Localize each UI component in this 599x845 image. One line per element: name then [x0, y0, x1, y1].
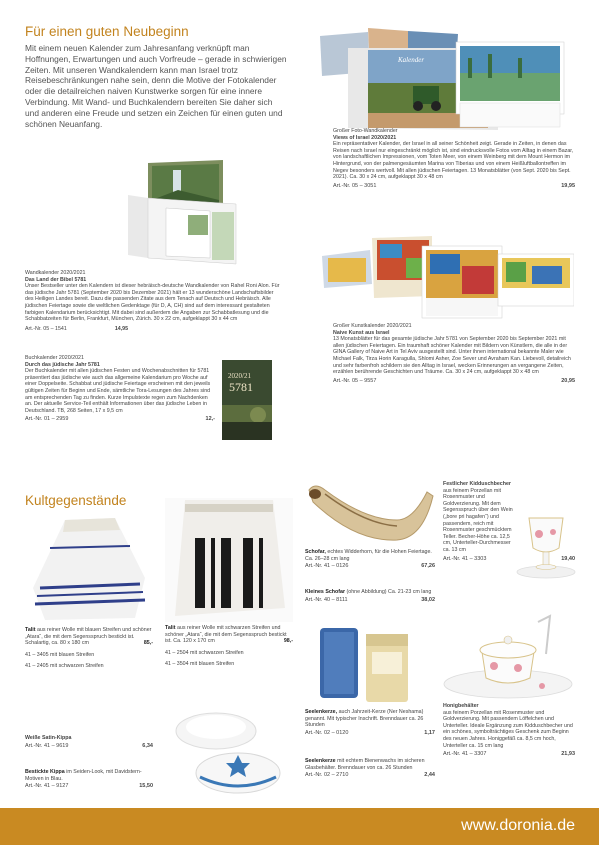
wandkalender-caption [25, 270, 283, 332]
kleines-schofar-text: (ohne Abbildung) Ca. 21-23 cm lang [345, 589, 432, 595]
kippa-weiss-caption [25, 735, 153, 749]
talit-blau-price: 85,- [143, 640, 153, 647]
footer-url-link[interactable]: www.doronia.de [461, 817, 575, 834]
wandkalender-title: Das Land der Bibel 5781 [25, 276, 87, 283]
kunst-kalender-category: Großer Kunstkalender 2020/2021 [333, 323, 412, 329]
talit-blau-text: aus reiner Wolle mit blauen Streifen und schöner „Atara“, die mit dem Segensspruch bestickt ist. Schalartig, ca. 80 x 180 cm [25, 627, 152, 647]
kippa-weiss-price: 6,34 [142, 742, 153, 749]
talit-blau-variant-2: 41 – 2405 mit schwarzen Streifen [25, 663, 104, 670]
seelenkerze1-lead: Seelenkerze, [305, 709, 338, 715]
kunst-kalender-image [322, 236, 574, 320]
talit-blau-lead: Talit [25, 627, 36, 633]
wandkalender-category: Wandkalender 2020/2021 [25, 270, 86, 276]
schofar-artnr: Art.-Nr. 41 – 0126 [305, 563, 349, 570]
buchkalender-artnr: Art.-Nr. 01 – 2959 [25, 416, 69, 423]
seelenkerze1-artnr: Art.-Nr. 02 – 0120 [305, 729, 349, 736]
kippa-weiss-artnr: Art.-Nr. 41 – 9619 [25, 742, 69, 749]
buchkalender-text: Der Buchkalender mit allen jüdischen Festen und Wochenabschnitten für 5781 präsentiert das jüdische wie auch das allgemeine Kalendarium pro Woche auf einer Doppelseite. Schabbat und jüdische Feiertage erscheinen mit den jeweils gültigen Zeiten für Beginn und Ende, sämtliche Tora-Lesungen des Jahres sind am entsprechenden Tag zu finden. Kurze Impulstexte regen zum Nachdenken an. Der aktuelle Service-Teil enthält Informationen über das jüdische Leben in Deutschland. TB, 268 Seiten, 17 x 9,5 cm [25, 368, 211, 414]
talit-blau-image [25, 518, 155, 623]
buchkalender-caption [25, 355, 215, 423]
talit-schwarz-lead: Talit [165, 625, 176, 631]
seelenkerze2-caption [305, 758, 435, 779]
foto-kalender-image [318, 28, 570, 130]
foto-kalender-caption [333, 128, 575, 189]
kippa-bestickt-artnr: Art.-Nr. 41 – 9127 [25, 783, 69, 790]
kidduschbecher-image [515, 510, 577, 580]
kippa-bestickt-caption [25, 769, 153, 790]
honigbehaelter-artnr: Art.-Nr. 41 – 3307 [443, 751, 487, 758]
kleines-schofar-lead: Kleines Schofar [305, 589, 346, 595]
honigbehaelter-text: aus feinem Porzellan mit Rosenmuster und Goldverzierung. Mit passendem Löffelchen und Unterteller. Ideale Ergänzung zum Kidduschbecher und ein schönes, symbolträchtiges Geschenk zum Beginn des neuen Jahres. Honiggefäß ca. 8,5 cm hoch, Unterteller ca. 15 cm lang [443, 709, 573, 749]
talit-schwarz-caption [165, 625, 293, 668]
kunst-kalender-artnr: Art.-Nr. 05 – 9557 [333, 377, 377, 384]
wandkalender-text: Unser Bestseller unter den Kalendern ist dieser hebräisch-deutsche Wandkalender von Rahel Roni Alon. Für das jüdische Jahr 5781 (September 2020 bis Dezember 2021) hält er 13 wunderschöne Landschaftsbilder des Heiligen Landes bereit. Dazu die passenden Zitate aus dem Tenach auf Deutsch und Hebräisch. Alle jüdischen Feiertage sowie die weltlichen Gedenktage (für D, A, CH) sind auf dem interessant gestalteten farbigen Kalendarium berücksichtigt. Mit dabei sind außerdem die Angaben zur Schabbatlesung und die Schabbatzeiten für Berlin, Frankfurt, München, Zürich. 30 x 22 cm, aufgeklappt 30 x 44 cm [25, 283, 280, 323]
buchkalender-title: Durch das jüdische Jahr 5781 [25, 361, 100, 368]
schofar-caption [305, 549, 435, 570]
honigbehaelter-lead: Honigbehälter [443, 703, 479, 709]
talit-schwarz-variant-1: 41 – 2504 mit schwarzen Streifen [165, 649, 244, 656]
kunst-kalender-title: Naive Kunst aus Israel [333, 329, 390, 336]
talit-schwarz-text: aus reiner Wolle mit schwarzen Streifen und schöner „Atara“, die mit dem Segensspruch bestickt ist. Ca. 120 x 170 cm [165, 625, 287, 645]
section-heading-kultgegenstaende: Kultgegenstände [25, 493, 127, 508]
wandkalender-price: 14,95 [114, 325, 129, 332]
talit-blau-caption [25, 627, 153, 670]
buchkalender-category: Buchkalender 2020/2021 [25, 355, 84, 361]
honigbehaelter-image [442, 612, 577, 702]
schofar-text: echtes Widderhorn, für die Hohen Feiertage. Ca. 26–28 cm lang [305, 549, 432, 562]
section-heading-neubeginn: Für einen guten Neubeginn [25, 24, 189, 39]
kleines-schofar-price: 38,02 [421, 596, 435, 603]
kippa-bestickt-price: 15,50 [139, 783, 153, 790]
kidduschbecher-artnr: Art.-Nr. 41 – 3303 [443, 555, 487, 562]
foto-kalender-title: Views of Israel 2020/2021 [333, 134, 397, 141]
intro-text: Mit einem neuen Kalender zum Jahresanfang verknüpft man Hoffnungen, Erwartungen und auch Vorfreude – gerade in schwierigen Zeiten. Mit unseren Wandkalendern kann man Israel trotz Reisebeschränkungen nahe sein, denn die Motive der Fotokalender oder die detailreichen naiven Kunstwerke sorgen für eine innere Verbindung. Mit Wand- und Buchkalendern bereiten Sie daher sich und anderen eine Freude und setzen ein Zeichen für einen guten und schönen Neuanfang. [25, 43, 287, 129]
schofar-image [305, 480, 435, 550]
seelenkerze1-text: auch Jahrzeit-Kerze (Ner Neshama) genannt. Mit typischer Inschrift. Brenndauer ca. 26 Stunden [305, 709, 424, 729]
honigbehaelter-caption [443, 703, 575, 758]
seelenkerze2-artnr: Art.-Nr. 02 – 2710 [305, 772, 349, 779]
kunst-kalender-caption [333, 323, 575, 384]
honigbehaelter-price: 21,93 [561, 751, 575, 758]
talit-schwarz-price: 98,- [283, 638, 293, 645]
kippa-image [158, 697, 308, 799]
kidduschbecher-lead: Festlicher Kidduschbecher [443, 481, 511, 487]
wandkalender-artnr: Art.-Nr. 05 – 1541 [25, 325, 67, 332]
footer-bar [0, 808, 599, 845]
kidduschbecher-text: aus feinem Porzellan mit Rosenmuster und Goldverzierung. Mit dem Segensspruch über den Wein („bore pri hagafen“) und passendem, reich mit Rosenmuster geschmücktem Teller. Becher-Höhe ca. 12,5 cm, Unterteller-Durchmesser ca. 13 cm [443, 487, 513, 553]
seelenkerze1-price: 1,17 [424, 729, 435, 736]
foto-kalender-category: Großer Foto-Wandkalender [333, 128, 398, 134]
seelenkerze-image [318, 624, 424, 706]
seelenkerze2-lead: Seelenkerze [305, 758, 336, 764]
kippa-weiss-title: Weiße Satin-Kippa [25, 735, 72, 741]
kunst-kalender-text: 13 Monatsblätter für das gesamte jüdische Jahr 5781 von September 2020 bis September 2021 mit allen jüdischen Feiertagen. Ein traumhaft schöner Kalender mit Bildern von Künstlern, die alle in der GINA Gallery of Naive Art in Tel Aviv ausgestellt sind. Unter ihnen international bekannte Maler wie Michael Falk, Tirza Horin Karagulla, Shlomi Asher, Zoe Sever und Avraham Kan. Liebevoll, detailreich und sehr farbenfroh schildern sie den Alltag in Israel, wecken Erinnerungen an vergangene Zeiten, erzählen berührende Geschichten und Träume. Ca. 30 x 24 cm, aufgeklappt 30 x 48 cm [333, 336, 571, 376]
kunst-kalender-price: 20,95 [561, 377, 575, 384]
foto-kalender-text: Ein repräsentativer Kalender, der Israel in all seiner Schönheit zeigt. Gerade in Zeiten, in denen das Reisen nach Israel nur eingeschränkt möglich ist, sind eindrucksvolle Fotos vom Alltag in einem Bazar, von landschaftlichen Impressionen, vom Toten Meer, von einem Weinberg mit dem Mount Hermon im Hintergrund, von der palmengesäumten Marina von Tiberias und von einem Heißluftballontreffen im Negev besonders wertvoll. Mit allen jüdischen Feiertagen. 13 Monatsblätter (von Sept. 2020 bis Sept. 2021). Ca. 30 x 24 cm, aufgeklappt 30 x 48 cm [333, 141, 574, 181]
kippa-bestickt-text: im Seiden-Look, mit Davidstern-Motiven in Blau. [25, 769, 142, 782]
kidduschbecher-price: 19,40 [561, 555, 575, 562]
buchkalender-cover-image [222, 360, 272, 440]
kippa-bestickt-title: Bestickte Kippa [25, 769, 65, 775]
kleines-schofar-artnr: Art.-Nr. 40 – 8111 [305, 596, 348, 603]
schofar-lead: Schofar, [305, 549, 326, 555]
seelenkerze1-caption [305, 709, 435, 736]
talit-schwarz-variant-2: 41 – 3504 mit blauen Streifen [165, 661, 235, 668]
foto-kalender-cover-label: Kalender [398, 56, 425, 64]
buchkalender-cover-year: 2020/21 [228, 372, 251, 380]
seelenkerze2-text: mit echtem Bienenwachs im sicheren Glasbehälter. Brenndauer von ca. 26 Stunden [305, 758, 425, 771]
kleines-schofar-caption [305, 589, 435, 603]
talit-schwarz-image [165, 498, 293, 622]
talit-blau-variant-1: 41 – 3405 mit blauen Streifen [25, 651, 95, 658]
seelenkerze2-price: 2,44 [424, 772, 435, 779]
foto-kalender-artnr: Art.-Nr. 05 – 3051 [333, 182, 377, 189]
buchkalender-price: 12,- [205, 416, 215, 423]
buchkalender-cover-number: 5781 [229, 380, 253, 394]
schofar-price: 67,26 [421, 563, 435, 570]
wandkalender-image [118, 160, 258, 266]
foto-kalender-price: 19,95 [561, 182, 575, 189]
